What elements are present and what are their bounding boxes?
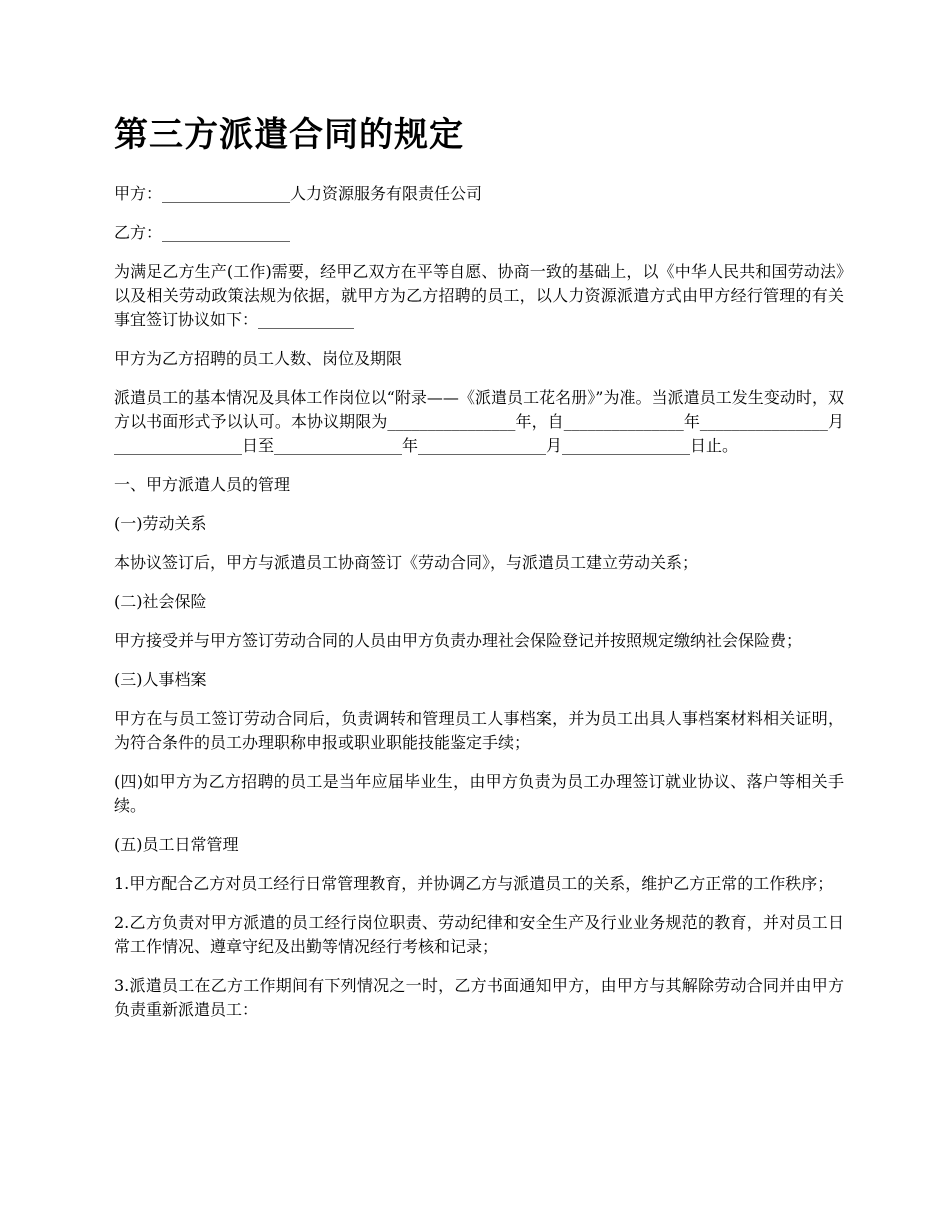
personnel-file-paragraph: 甲方在与员工签订劳动合同后，负责调转和管理员工人事档案，并为员工出具人事档案材料相关证明，为符合条件的员工办理职称申报或职业职能技能鉴定手续； xyxy=(114,709,844,752)
term-paragraph: 派遣员工的基本情况及具体工作岗位以“附录——《派遣员工花名册》”为准。当派遣员工发生变动时，双方以书面形式予以认可。本协议期限为________________年，自_______________年________________月________________日至________________年________________月________________日止。 xyxy=(114,388,844,455)
daily-management-item-3: 3.派遣员工在乙方工作期间有下列情况之一时，乙方书面通知甲方，由甲方与其解除劳动合同并由甲方负责重新派遣员工： xyxy=(114,976,844,1019)
subheading-daily-management: (五)员工日常管理 xyxy=(114,835,239,854)
party-b-line: 乙方：________________ xyxy=(114,223,291,242)
subheading-social-insurance: (二)社会保险 xyxy=(114,592,207,611)
preamble-paragraph: 为满足乙方生产(工作)需要，经甲乙双方在平等自愿、协商一致的基础上，以《中华人民共和国劳动法》以及相关劳动政策法规为依据，就甲方为乙方招聘的员工，以人力资源派遣方式由甲方经行管理的有关事宜签订协议如下：____________ xyxy=(114,262,844,329)
social-insurance-paragraph: 甲方接受并与甲方签订劳动合同的人员由甲方负责办理社会保险登记并按照规定缴纳社会保险费； xyxy=(114,631,803,650)
document-page xyxy=(114,112,844,1037)
section-heading-staffing: 甲方为乙方招聘的员工人数、岗位及期限 xyxy=(114,349,403,368)
party-a-line: 甲方：________________人力资源服务有限责任公司 xyxy=(114,184,483,203)
daily-management-item-2: 2.乙方负责对甲方派遣的员工经行岗位职责、劳动纪律和安全生产及行业业务规范的教育，并对员工日常工作情况、遵章守纪及出勤等情况经行考核和记录； xyxy=(114,913,844,956)
graduate-paragraph: (四)如甲方为乙方招聘的员工是当年应届毕业生，由甲方负责为员工办理签订就业协议、落户等相关手续。 xyxy=(114,772,844,815)
subheading-personnel-file: (三)人事档案 xyxy=(114,670,207,689)
labor-relation-paragraph: 本协议签订后，甲方与派遣员工协商签订《劳动合同》，与派遣员工建立劳动关系； xyxy=(114,553,699,572)
daily-management-item-1: 1.甲方配合乙方对员工经行日常管理教育，并协调乙方与派遣员工的关系，维护乙方正常的工作秩序； xyxy=(114,874,834,893)
section-heading-management: 一、甲方派遣人员的管理 xyxy=(114,475,291,494)
subheading-labor-relation: (一)劳动关系 xyxy=(114,514,207,533)
document-title: 第三方派遣合同的规定 xyxy=(114,115,464,155)
